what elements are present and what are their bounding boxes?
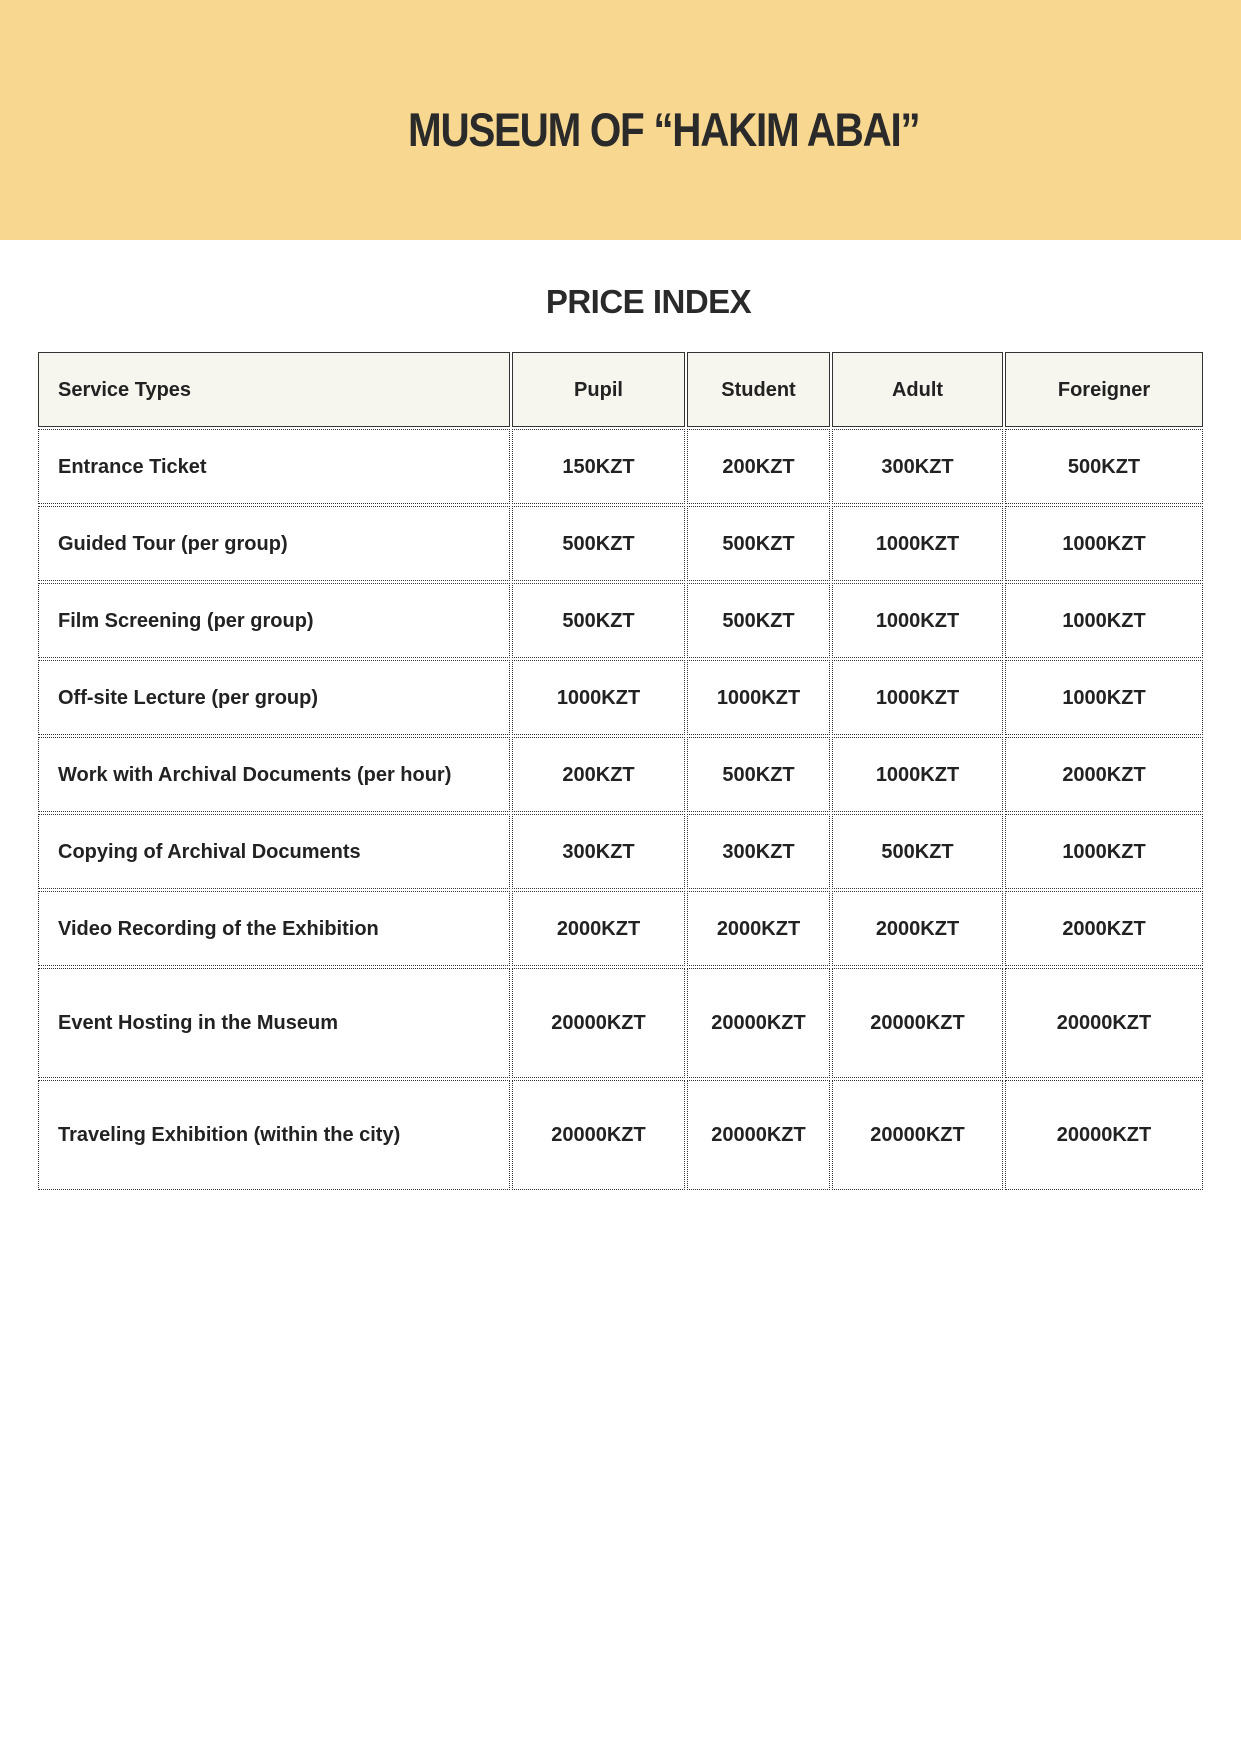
foreigner-price-cell: 20000KZT [1005, 968, 1203, 1078]
header-banner [0, 0, 1241, 240]
adult-price-cell: 1000KZT [832, 660, 1003, 735]
pupil-price-cell: 300KZT [512, 814, 685, 889]
service-name-cell: Entrance Ticket [38, 429, 510, 504]
student-price-cell: 500KZT [687, 583, 830, 658]
student-price-cell: 500KZT [687, 506, 830, 581]
adult-price-cell: 1000KZT [832, 506, 1003, 581]
table-row [38, 506, 1203, 581]
student-price-cell: 300KZT [687, 814, 830, 889]
service-name-cell: Off-site Lecture (per group) [38, 660, 510, 735]
table-row [38, 583, 1203, 658]
column-header-foreigner: Foreigner [1005, 352, 1203, 427]
adult-price-cell: 20000KZT [832, 1080, 1003, 1190]
table-row [38, 737, 1203, 812]
column-header-pupil: Pupil [512, 352, 685, 427]
student-price-cell: 500KZT [687, 737, 830, 812]
student-price-cell [687, 968, 830, 1078]
table-row [38, 429, 1203, 504]
pupil-price-cell: 150KZT [512, 429, 685, 504]
service-name-cell: Work with Archival Documents (per hour) [38, 737, 510, 812]
student-price-cell: 2000KZT [687, 891, 830, 966]
foreigner-price-cell: 1000KZT [1005, 583, 1203, 658]
adult-price-cell: 1000KZT [832, 583, 1003, 658]
foreigner-price-cell: 20000KZT [1005, 1080, 1203, 1190]
student-price-cell: 200KZT [687, 429, 830, 504]
table-row [38, 891, 1203, 966]
table-row [38, 814, 1203, 889]
table-row [38, 968, 1203, 1078]
table-header-row [38, 352, 1203, 427]
pupil-price-cell: 20000KZT [512, 1080, 685, 1190]
foreigner-price-cell: 500KZT [1005, 429, 1203, 504]
museum-title: MUSEUM OF “HAKIM ABAI” [408, 103, 920, 156]
price-index-title: PRICE INDEX [545, 283, 752, 320]
service-name-cell: Traveling Exhibition (within the city) [38, 1080, 510, 1190]
service-name-cell: Event Hosting in the Museum [38, 968, 510, 1078]
student-price-cell [687, 1080, 830, 1190]
service-name-cell: Guided Tour (per group) [38, 506, 510, 581]
service-name-cell: Film Screening (per group) [38, 583, 510, 658]
adult-price-cell: 500KZT [832, 814, 1003, 889]
price-table [36, 350, 1205, 1192]
adult-price-cell: 1000KZT [832, 737, 1003, 812]
adult-price-cell: 300KZT [832, 429, 1003, 504]
foreigner-price-cell: 2000KZT [1005, 891, 1203, 966]
foreigner-price-cell: 1000KZT [1005, 814, 1203, 889]
student-price-text: 20000KZT [711, 1124, 806, 1146]
column-header-adult: Adult [832, 352, 1003, 427]
pupil-price-cell: 1000KZT [512, 660, 685, 735]
pupil-price-cell: 20000KZT [512, 968, 685, 1078]
service-name-cell: Video Recording of the Exhibition [38, 891, 510, 966]
student-price-text: 20000KZT [711, 1012, 806, 1034]
student-price-cell: 1000KZT [687, 660, 830, 735]
adult-price-cell: 20000KZT [832, 968, 1003, 1078]
table-row [38, 660, 1203, 735]
foreigner-price-cell: 1000KZT [1005, 506, 1203, 581]
pupil-price-cell: 2000KZT [512, 891, 685, 966]
adult-price-cell: 2000KZT [832, 891, 1003, 966]
foreigner-price-cell: 1000KZT [1005, 660, 1203, 735]
service-name-cell: Copying of Archival Documents [38, 814, 510, 889]
column-header-student: Student [687, 352, 830, 427]
foreigner-price-cell: 2000KZT [1005, 737, 1203, 812]
table-row [38, 1080, 1203, 1190]
pupil-price-cell: 500KZT [512, 583, 685, 658]
pupil-price-cell: 200KZT [512, 737, 685, 812]
column-header-service-types: Service Types [38, 352, 510, 427]
pupil-price-cell: 500KZT [512, 506, 685, 581]
